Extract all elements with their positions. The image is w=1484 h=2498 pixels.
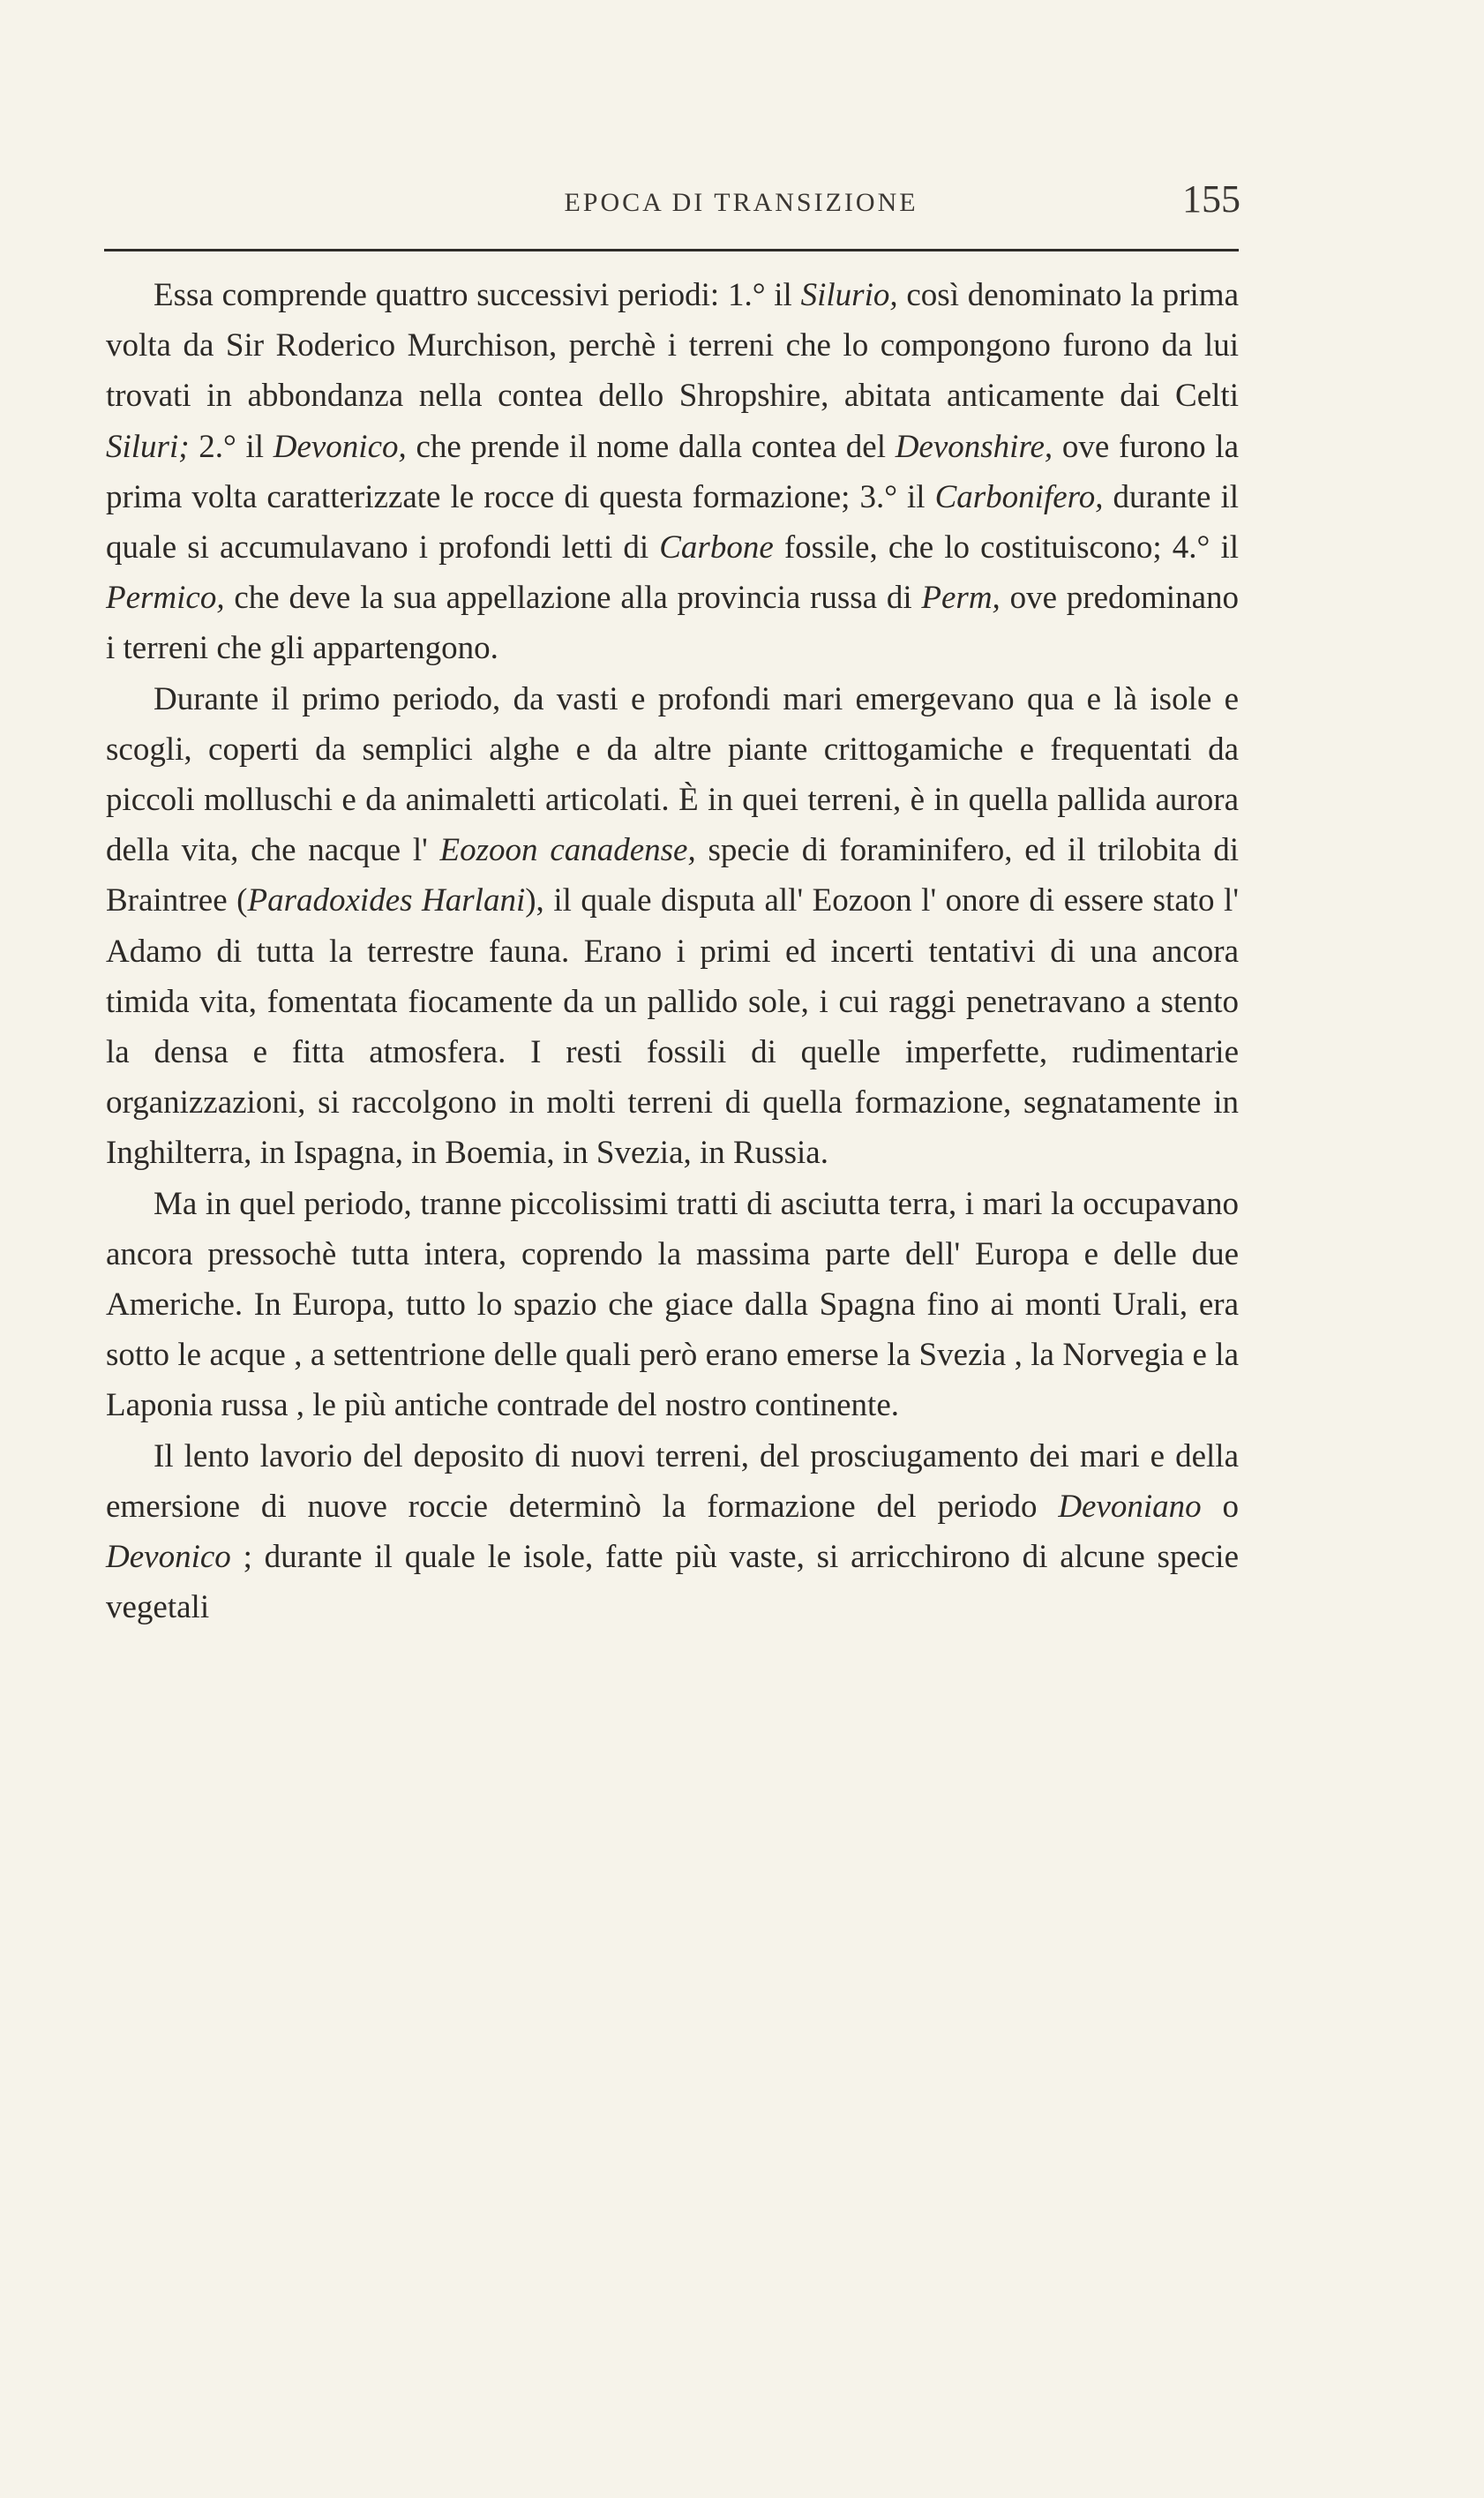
running-header-title: EPOCA DI TRANSIZIONE xyxy=(564,188,918,217)
italic-term: Silurio, xyxy=(800,277,898,313)
italic-term: Eozoon canadense, xyxy=(439,832,696,869)
text-run: durante il quale si accumulavano i profondi letti di xyxy=(106,478,1240,566)
text-run: ), il quale disputa all' Eozoon l' onore di essere stato l' Adamo di tutta la terrestre fauna. Erano i primi ed incerti tentativi di una ancora timida vita, fomentata fiocamente da un pallido sole, i cui raggi penetravano a stento la densa e fitta atmosfera. I resti fossili di quelle imperfette, rudimentarie organizzazioni, si raccolgono in molti terreni di quella formazione, segnatamente in Inghilterra, in Ispagna, in Boemia, in Svezia, in Russia. xyxy=(106,882,1239,1172)
italic-term: Devonico, xyxy=(273,428,407,465)
text-run: Ma in quel periodo, tranne piccolissimi tratti di asciutta terra, i mari la occupavano ancora pressochè tutta intera, coprendo la massima parte dell' Europa e delle due Americhe. In Europa, tutto lo spazio che giace dalla Spagna fino ai monti Urali, era sotto le acque , a settentrione delle quali però erano emerse la Svezia , la Norvegia e la Laponia russa , le più antiche contrade del nostro continente. xyxy=(106,1185,1239,1424)
page-number: 155 xyxy=(1182,177,1240,221)
text-run: Durante il primo periodo, da vasti e profondi mari emergevano qua e là isole e scogli, coperti da semplici alghe e da altre piante crittogamiche e frequentati da piccoli molluschi e da animaletti articolati. È in quei terreni, è in quella pallida aurora della vita, che nacque l' xyxy=(106,680,1239,869)
text-run: ove predominano i terreni che gli appartengono. xyxy=(106,580,1239,667)
text-run: ; durante il quale le isole, fatte più vaste, si arricchirono di alcune specie vegetali xyxy=(106,1539,1239,1626)
text-run: Il lento lavorio del deposito di nuovi terreni, del prosciugamento dei mari e della emersione di nuove roccie determinò la formazione del periodo xyxy=(106,1437,1239,1525)
italic-term: Carbone xyxy=(659,529,774,566)
header-rule xyxy=(104,249,1239,251)
italic-term: Permico, xyxy=(106,580,225,617)
text-run: che deve la sua appellazione alla provincia russa di xyxy=(224,580,922,617)
text-run: fossile, che lo costituiscono; 4.° il xyxy=(773,529,1240,566)
italic-term: Carbonifero, xyxy=(934,478,1104,515)
text-run: ove furono la prima volta caratterizzate le rocce di questa formazione; 3.° il xyxy=(106,428,1239,515)
text-run: Essa comprende quattro successivi periodi: 1.° il xyxy=(154,277,801,313)
text-run: così denominato la prima volta da Sir Roderico Murchison, perchè i terreni che lo compongono furono da lui trovati in abbondanza nella contea dello Shropshire, abitata anticamente dai Celti xyxy=(106,277,1239,415)
paragraph-3 xyxy=(106,1179,1239,1431)
paragraph-2 xyxy=(106,674,1239,1179)
italic-term: Devoniano xyxy=(1058,1488,1202,1525)
text-run: specie di foraminifero, ed il trilobita di Braintree ( xyxy=(106,832,1239,919)
text-run: 2.° il xyxy=(189,428,274,465)
italic-term: Devonshire, xyxy=(895,428,1053,465)
italic-term: Siluri; xyxy=(106,428,190,465)
body-text xyxy=(106,270,1239,1632)
italic-term: Paradoxides Harlani xyxy=(247,882,526,919)
paragraph-4 xyxy=(106,1431,1239,1633)
paragraph-1 xyxy=(106,270,1239,674)
text-run: che prende il nome dalla contea del xyxy=(406,428,896,465)
text-run: o xyxy=(1201,1488,1239,1525)
italic-term: Devonico xyxy=(106,1539,231,1576)
italic-term: Perm, xyxy=(921,580,1001,617)
